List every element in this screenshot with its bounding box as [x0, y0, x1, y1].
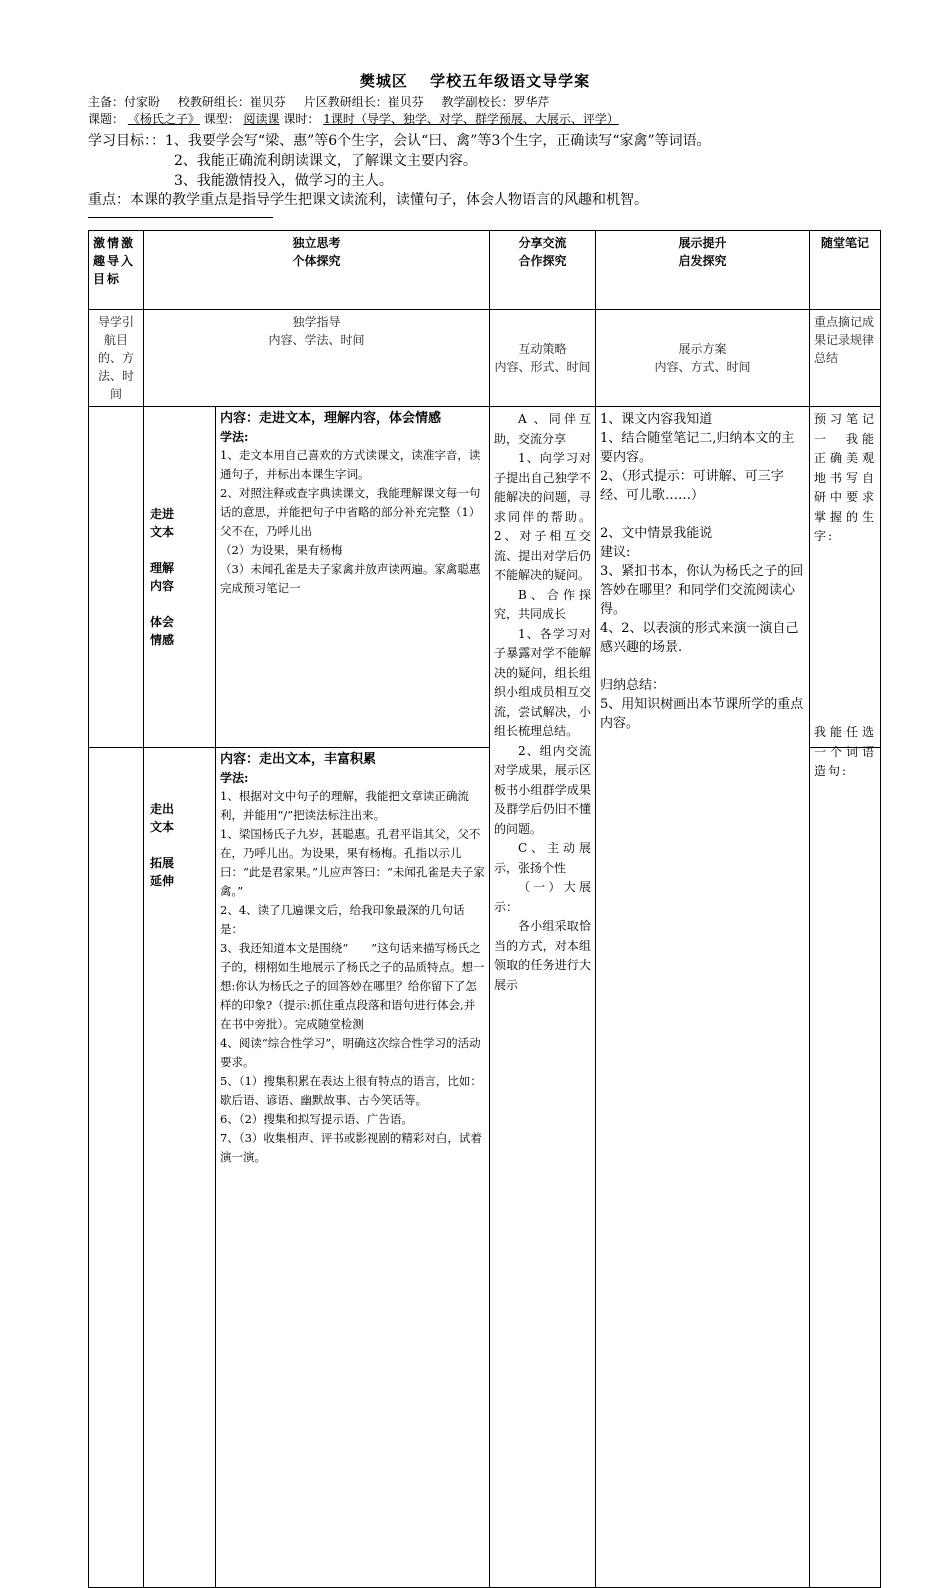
- header-c4: [596, 231, 810, 310]
- course-title: 《杨氏之子》: [127, 112, 200, 126]
- strategy-line: 2、组内交流对学成果，展示区板书小组群学成果及群学后仍旧不懂的问题。: [494, 743, 592, 836]
- section2-line: 1、梁国杨氏子九岁，甚聪惠。孔君平诣其父，父不在，乃呼儿出。为设果，果有杨梅。孔指以示儿曰：“此是君家果。”儿应声答曰：“未闻孔雀是夫子家禽。”: [220, 827, 485, 898]
- page-title: 樊城区 学校五年级语文导学案: [359, 72, 591, 90]
- subheader-c3: [490, 310, 596, 407]
- course-label: 课题：: [88, 112, 125, 126]
- strategy-lines: [494, 410, 591, 995]
- school-leader: 校教研组长：崔贝芬: [177, 95, 286, 109]
- goal-label: 学习目标：: [88, 133, 151, 149]
- section2-label-lines: [150, 800, 211, 890]
- section2-label-line: 延伸: [150, 874, 175, 888]
- section2-line: 1、根据对文中句子的理解，我能把文章读正确流利，并能用“/”把读法标注出来。: [220, 789, 469, 822]
- show-line: 5、用知识树画出本节课所学的重点内容。: [600, 697, 804, 731]
- header-c2-line2: 个体探究: [292, 254, 341, 268]
- show-line: 归纳总结：: [600, 678, 666, 693]
- strategy-line: C、主动展示，张扬个性: [494, 841, 592, 875]
- type-value: 阅读课: [243, 112, 280, 126]
- subheader-c3-line2: 内容、形式、时间: [494, 360, 591, 374]
- section2-label-line: 拓展: [150, 856, 175, 870]
- section2-lines: [220, 787, 485, 1167]
- show-line: 2、（形式提示：可讲解、可三字经、可儿歌……）: [600, 469, 784, 503]
- goal-item-3: 3、我能激情投入，做学习的主人。: [174, 173, 393, 189]
- header-c2: [144, 231, 490, 310]
- section2-line: 7、（3）收集相声、评书或影视剧的精彩对白，试着演一演。: [220, 1131, 482, 1164]
- goal-1: [88, 130, 711, 150]
- header-c4-line2: 启发探究: [678, 254, 727, 268]
- show-line: [600, 657, 805, 676]
- section2-label-line: [150, 836, 211, 854]
- subheader-c2-line2: 内容、学法、时间: [268, 333, 365, 347]
- section1-method-label: 学法:: [220, 430, 249, 444]
- district-leader: 片区教研组长：崔贝芬: [303, 95, 424, 109]
- section2-method-label: 学法:: [220, 771, 249, 785]
- notes2-cell: [810, 725, 881, 1588]
- notes2-text: 我能任选一个词语造句:: [814, 725, 877, 778]
- section2-content-title: 内容：走出文本，丰富积累: [220, 752, 377, 767]
- header-row: [89, 231, 881, 310]
- subheader-row: [89, 310, 881, 407]
- section2-line: 3、我还知道本文是围绕“ ”这句话来描写杨氏之子的，栩栩如生地展示了杨氏之子的品质特点。想一想:你认为杨氏之子的回答妙在哪里？给你留下了怎样的印象?（提示:抓住重点段落和语句进行体会,并在书中旁批）。完成随堂检测: [220, 941, 485, 1031]
- hours-value: 1课时（导学、独学、对学、群学预展、大展示、评学）: [323, 112, 619, 126]
- section2-line: 2、4、读了几遍课文后，给我印象最深的几句话是：: [220, 903, 465, 936]
- notes1-cell: [810, 407, 881, 748]
- section1-label-line: [150, 541, 211, 559]
- section1-label-line: 文本: [150, 525, 175, 539]
- author: 主备：付家盼: [88, 95, 161, 109]
- show-line: [600, 505, 805, 524]
- staff-line: [88, 93, 564, 110]
- hours-label: 课时：: [283, 112, 320, 126]
- section1-label-line: 情感: [150, 633, 175, 647]
- section1-label-line: 内容: [150, 579, 175, 593]
- section1-empty: [89, 407, 144, 748]
- section1-content: [216, 407, 490, 748]
- section1-label-line: 体会: [150, 615, 175, 629]
- notes1-text: 预习笔记一 我能正确美观地书写自研中要求掌握的生字:: [814, 412, 877, 543]
- section1-label-line: [150, 595, 211, 613]
- header-c3: [490, 231, 596, 310]
- header-c3-line2: 合作探究: [518, 254, 567, 268]
- section2-content: [216, 748, 490, 1588]
- separator-line: [88, 217, 273, 218]
- section1-line: 1、走文本用自己喜欢的方式读课文，读准字音，读通句子，并标出本课生字词。: [220, 448, 481, 481]
- goal-item-2: 2、我能正确流利朗读课文，了解课文主要内容。: [174, 153, 477, 169]
- strategy-line: 1、各学习对子暴露对学不能解决的疑问，组长组织小组成员相互交流，尝试解决，小组长梳理总结。: [494, 626, 592, 738]
- subheader-c4-line2: 内容、方式、时间: [654, 360, 751, 374]
- subheader-c4-line1: 展示方案: [678, 342, 727, 356]
- section2-label-line: 走出: [150, 802, 175, 816]
- section2-line: 6、（2）搜集和拟写提示语、广告语。: [220, 1112, 413, 1126]
- section1-line: （3）未闻孔雀是夫子家禽并放声读两遍。家禽聪惠: [220, 562, 481, 576]
- show-line: 4、2、以表演的形式来演一演自己感兴趣的场景.: [600, 621, 799, 655]
- show-line: 建议:: [600, 545, 631, 560]
- goal-item-1: ：1、我要学会写“梁、惠”等6个生字，会认“曰、禽”等3个生字，正确读写“家禽”等词语。: [151, 133, 711, 149]
- header-c2-line1: 独立思考: [292, 236, 341, 250]
- header-c3-line1: 分享交流: [518, 236, 567, 250]
- section1-label: [144, 407, 216, 748]
- show-lines: [600, 410, 805, 733]
- strategy-line: 1、向学习对子提出自己独学不能解决的问题，寻求同伴的帮助。2、对子相互交流、提出对学后仍不能解决的疑问。: [494, 451, 592, 582]
- show-line: 3、紧扣书本，你认为杨氏之子的回答妙在哪里？和同学们交流阅读心得。: [600, 564, 804, 617]
- section2-empty: [89, 748, 144, 1588]
- show-line: 2、文中情景我能说: [600, 526, 713, 541]
- subheader-c2: [144, 310, 490, 407]
- show-line: 1、课文内容我知道: [600, 412, 713, 427]
- subheader-c2-line1: 独学指导: [292, 315, 341, 329]
- show-cell: [596, 407, 810, 1588]
- header-c4-line1: 展示提升: [678, 236, 727, 250]
- strategy-line: B、合作探究，共同成长: [494, 587, 592, 621]
- section1-line: 2、对照注释或查字典读课文，我能理解课文每一句话的意思，并能把句子中省略的部分补充完整（1）父不在，乃呼儿出: [220, 486, 481, 538]
- show-line: 1、结合随堂笔记二,归纳本文的主要内容。: [600, 431, 795, 465]
- strategy-cell: [490, 407, 596, 1588]
- section2-line: 4、阅读“综合性学习”，明确这次综合性学习的活动要求。: [220, 1036, 481, 1069]
- strategy-line: （一）大展示：: [494, 880, 592, 914]
- subheader-c5: 重点摘记成果记录规律总结: [810, 310, 881, 407]
- section1-label-lines: [150, 505, 211, 649]
- subheader-c4: [596, 310, 810, 407]
- course-line: [88, 110, 619, 127]
- section1-line: 完成预习笔记一: [220, 581, 301, 595]
- section1-content-title: 内容：走进文本，理解内容，体会情感: [220, 411, 442, 426]
- type-label: 课型：: [203, 112, 240, 126]
- subheader-c1: 导学引航目的、方法、时间: [89, 310, 144, 407]
- strategy-line: A 、同伴互助，交流分享: [494, 412, 592, 446]
- section1-line: （2）为设果，果有杨梅: [220, 543, 343, 557]
- section1-row: [89, 407, 881, 748]
- vice-principal: 教学副校长：罗华芹: [441, 95, 550, 109]
- section2-label-line: 文本: [150, 820, 175, 834]
- section1-label-line: 理解: [150, 561, 175, 575]
- key-point: 重点：本课的教学重点是指导学生把课文读流利，读懂句子，体会人物语言的风趣和机智。: [88, 192, 648, 208]
- section1-label-line: 走进: [150, 507, 175, 521]
- strategy-line: 各小组采取恰当的方式，对本组领取的任务进行大展示: [494, 919, 592, 992]
- header-c5: 随堂笔记: [810, 231, 881, 310]
- section2-label: [144, 748, 216, 1588]
- section2-line: 5、（1）搜集积累在表达上很有特点的语言，比如：歇后语、谚语、幽默故事、古今笑话等。: [220, 1074, 482, 1107]
- subheader-c3-line1: 互动策略: [518, 342, 567, 356]
- lesson-table: [88, 230, 881, 1588]
- header-c1: 激情激趣导入目标: [89, 231, 144, 310]
- section1-lines: [220, 446, 485, 598]
